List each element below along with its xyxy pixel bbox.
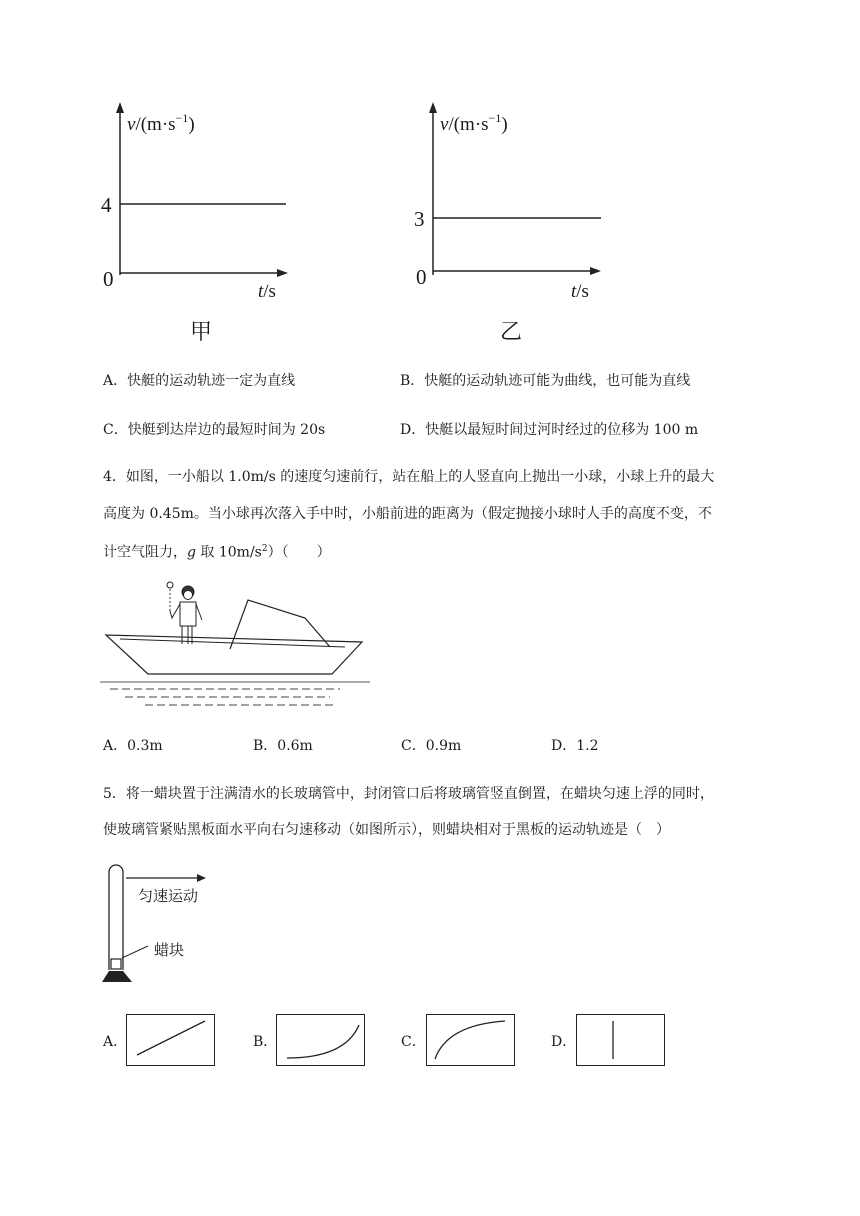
q5-option-c-label: C． <box>401 1034 426 1050</box>
q4-line-2: 高度为 0.45m。当小球再次落入手中时，小船前进的距离为（假定抛接小球时人手的高度不变，不 <box>103 506 712 522</box>
yi-xlabel: t/s <box>571 281 589 302</box>
q3-option-a: A．快艇的运动轨迹一定为直线 <box>103 373 296 389</box>
jia-caption: 甲 <box>190 319 213 344</box>
q5-option-b-box <box>276 1014 365 1066</box>
q4-option-c: C．0.9m <box>401 738 462 754</box>
q5-option-b-label: B． <box>253 1034 278 1050</box>
boat-hull <box>106 635 362 674</box>
q3-option-d: D．快艇以最短时间过河时经过的位移为 100 m <box>400 422 699 438</box>
boat-figure <box>100 578 380 713</box>
graph-yi <box>408 100 628 350</box>
person <box>170 586 202 644</box>
q3-option-b: B．快艇的运动轨迹可能为曲线，也可能为直线 <box>400 373 691 389</box>
q5-option-d-box <box>576 1014 665 1066</box>
ball <box>167 582 173 588</box>
yi-ylabel: $v/(m\cdot s^{-1})$ <box>440 111 508 135</box>
yi-y-arrow <box>429 102 437 113</box>
q5-option-c-box <box>426 1014 515 1066</box>
motion-label: 匀速运动 <box>138 889 199 905</box>
q5-line-2: 使玻璃管紧贴黑板面水平向右匀速移动（如图所示），则蜡块相对于黑板的运动轨迹是（ ） <box>103 822 670 838</box>
yi-x-arrow <box>590 267 601 275</box>
trajectory-concave-up-curve <box>287 1025 359 1058</box>
trajectory-straight-line <box>137 1021 205 1055</box>
trajectory-concave-down-curve <box>435 1021 505 1059</box>
q5-option-a-label: A． <box>103 1034 128 1050</box>
glass-tube <box>109 865 123 970</box>
q4-option-b: B．0.6m <box>253 738 313 754</box>
tube-figure <box>98 858 228 988</box>
tube-stand <box>102 971 132 982</box>
q3-option-c: C．快艇到达岸边的最短时间为 20s <box>103 422 326 438</box>
jia-y-arrow <box>116 102 124 113</box>
jia-value-label: 4 <box>101 193 112 217</box>
q4-line-1: 4．如图，一小船以 1.0m/s 的速度匀速前行，站在船上的人竖直向上抛出一小球，小球上升的最大 <box>103 469 715 485</box>
q5-option-a-box <box>126 1014 215 1066</box>
yi-origin: 0 <box>416 265 427 289</box>
graph-jia <box>95 100 315 350</box>
jia-x-arrow <box>277 269 288 277</box>
yi-value-label: 3 <box>414 207 425 231</box>
q4-option-d: D．1.2 <box>551 738 599 754</box>
block-label: 蜡块 <box>154 943 185 959</box>
jia-origin: 0 <box>103 267 114 291</box>
block-leader-line <box>122 946 148 958</box>
jia-xlabel: t/s <box>258 281 276 302</box>
wax-block <box>111 959 121 969</box>
yi-caption: 乙 <box>500 319 523 344</box>
q5-line-1: 5．将一蜡块置于注满清水的长玻璃管中，封闭管口后将玻璃管竖直倒置，在蜡块匀速上浮的同时， <box>103 786 714 802</box>
q4-line-3: 计空气阻力，g 取 $10m/s^2$）（ ） <box>103 544 331 561</box>
jia-ylabel: $v/(m\cdot s^{-1})$ <box>127 111 195 135</box>
motion-arrow-head <box>197 874 206 882</box>
q4-option-a: A．0.3m <box>103 738 163 754</box>
boat-cabin <box>230 600 330 649</box>
q5-option-d-label: D． <box>551 1034 577 1050</box>
